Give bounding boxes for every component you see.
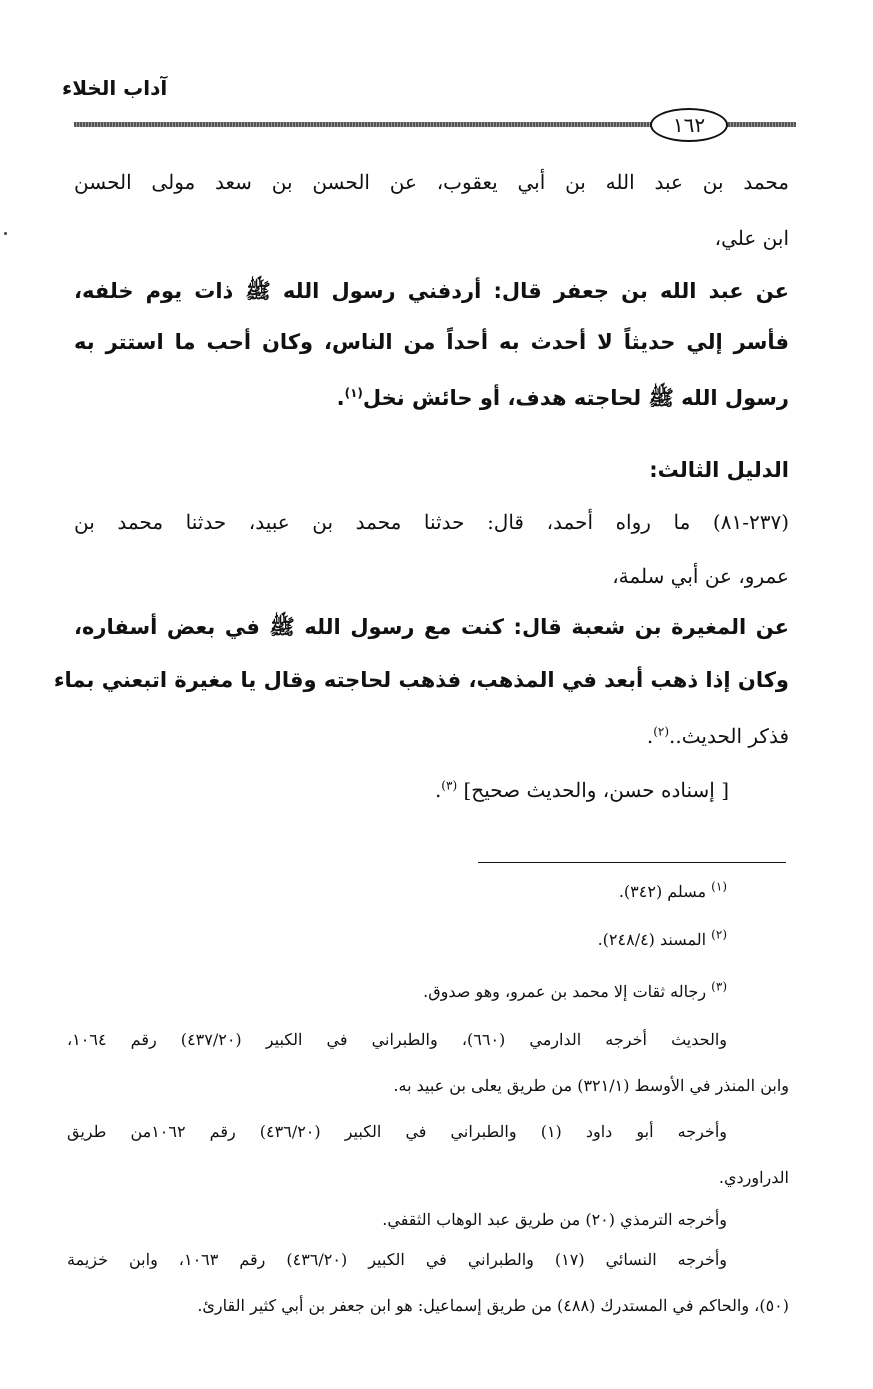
footnote-1 (618, 879, 727, 901)
footnote-2-text: المسند (٢٤٨/٤). (597, 930, 707, 949)
footnote-2 (597, 927, 727, 949)
body-line-7: (٢٣٧-٨١) ما رواه أحمد، قال: حدثنا محمد بن عبيد، حدثنا محمد بن (74, 510, 789, 534)
footnote-line-5: وابن المنذر في الأوسط (٣٢١/١) من طريق يعلى بن عبيد به. (393, 1076, 789, 1095)
footnote-3 (423, 979, 727, 1001)
body-line-1: محمد بن عبد الله بن أبي يعقوب، عن الحسن بن سعد مولى الحسن (74, 170, 789, 194)
hadith-line-1: عن عبد الله بن جعفر قال: أردفني رسول الله ﷺ ذات يوم خلفه، (74, 279, 789, 303)
footnote-line-6: وأخرجه أبو داود (١) والطبراني في الكبير (٤٣٦/٢٠) رقم ١٠٦٢من طريق (67, 1122, 727, 1141)
grading-line (74, 778, 729, 802)
grading-end: . (434, 778, 442, 802)
footnote-line-9: وأخرجه النسائي (١٧) والطبراني في الكبير (٤٣٦/٢٠) رقم ١٠٦٣، وابن خزيمة (67, 1250, 728, 1269)
footnote-ref-2: (٢) (653, 724, 670, 739)
hadith2-line-1: عن المغيرة بن شعبة قال: كنت مع رسول الله ﷺ في بعض أسفاره، (74, 615, 789, 639)
section-heading: الدليل الثالث: (649, 458, 789, 482)
footnote-line-7: الدراوردي. (718, 1168, 789, 1187)
body-line-8: عمرو، عن أبي سلمة، (612, 564, 789, 588)
footnote-3-marker: (٣) (711, 979, 727, 994)
footnote-ref-3: (٣) (441, 778, 458, 793)
hadith2-line-2: وكان إذا ذهب أبعد في المذهب، فذهب لحاجته وقال يا مغيرة اتبعني بماء (53, 668, 789, 692)
page-number: ١٦٢ (650, 108, 728, 142)
footnote-line-10: (٥٠)، والحاكم في المستدرك (٤٨٨) من طريق إسماعيل: هو ابن جعفر بن أبي كثير القارئ. (197, 1296, 789, 1315)
scan-speck (4, 232, 7, 235)
grading-text: [ إسناده حسن، والحديث صحيح] (463, 778, 729, 802)
body-line-11 (74, 724, 789, 748)
running-header-title: آداب الخلاء (62, 76, 168, 100)
hadith-line-3-text: رسول الله ﷺ لحاجته هدف، أو حائش نخل (362, 386, 789, 410)
footnote-2-marker: (٢) (711, 927, 727, 942)
footnote-ref-1: (١) (344, 386, 363, 400)
body-line-11-end: . (646, 724, 654, 748)
hadith-line-3-end: . (336, 386, 345, 410)
footnote-line-8: وأخرجه الترمذي (٢٠) من طريق عبد الوهاب الثقفي. (382, 1210, 727, 1229)
footnote-separator (478, 862, 786, 863)
hadith-line-2: فأسر إلي حديثاً لا أحدث به أحداً من الناس، وكان أحب ما استتر به (74, 330, 789, 354)
body-line-11-text: فذكر الحديث.. (669, 724, 789, 748)
footnote-1-text: مسلم (٣٤٢). (618, 882, 707, 901)
hadith-line-3 (74, 385, 789, 416)
body-line-2: ابن علي، (714, 226, 789, 250)
footnote-1-marker: (١) (711, 879, 727, 894)
footnote-3-text: رجاله ثقات إلا محمد بن عمرو، وهو صدوق. (423, 982, 707, 1001)
footnote-line-4: والحديث أخرجه الدارمي (٦٦٠)، والطبراني في الكبير (٤٣٧/٢٠) رقم ١٠٦٤، (67, 1030, 728, 1049)
